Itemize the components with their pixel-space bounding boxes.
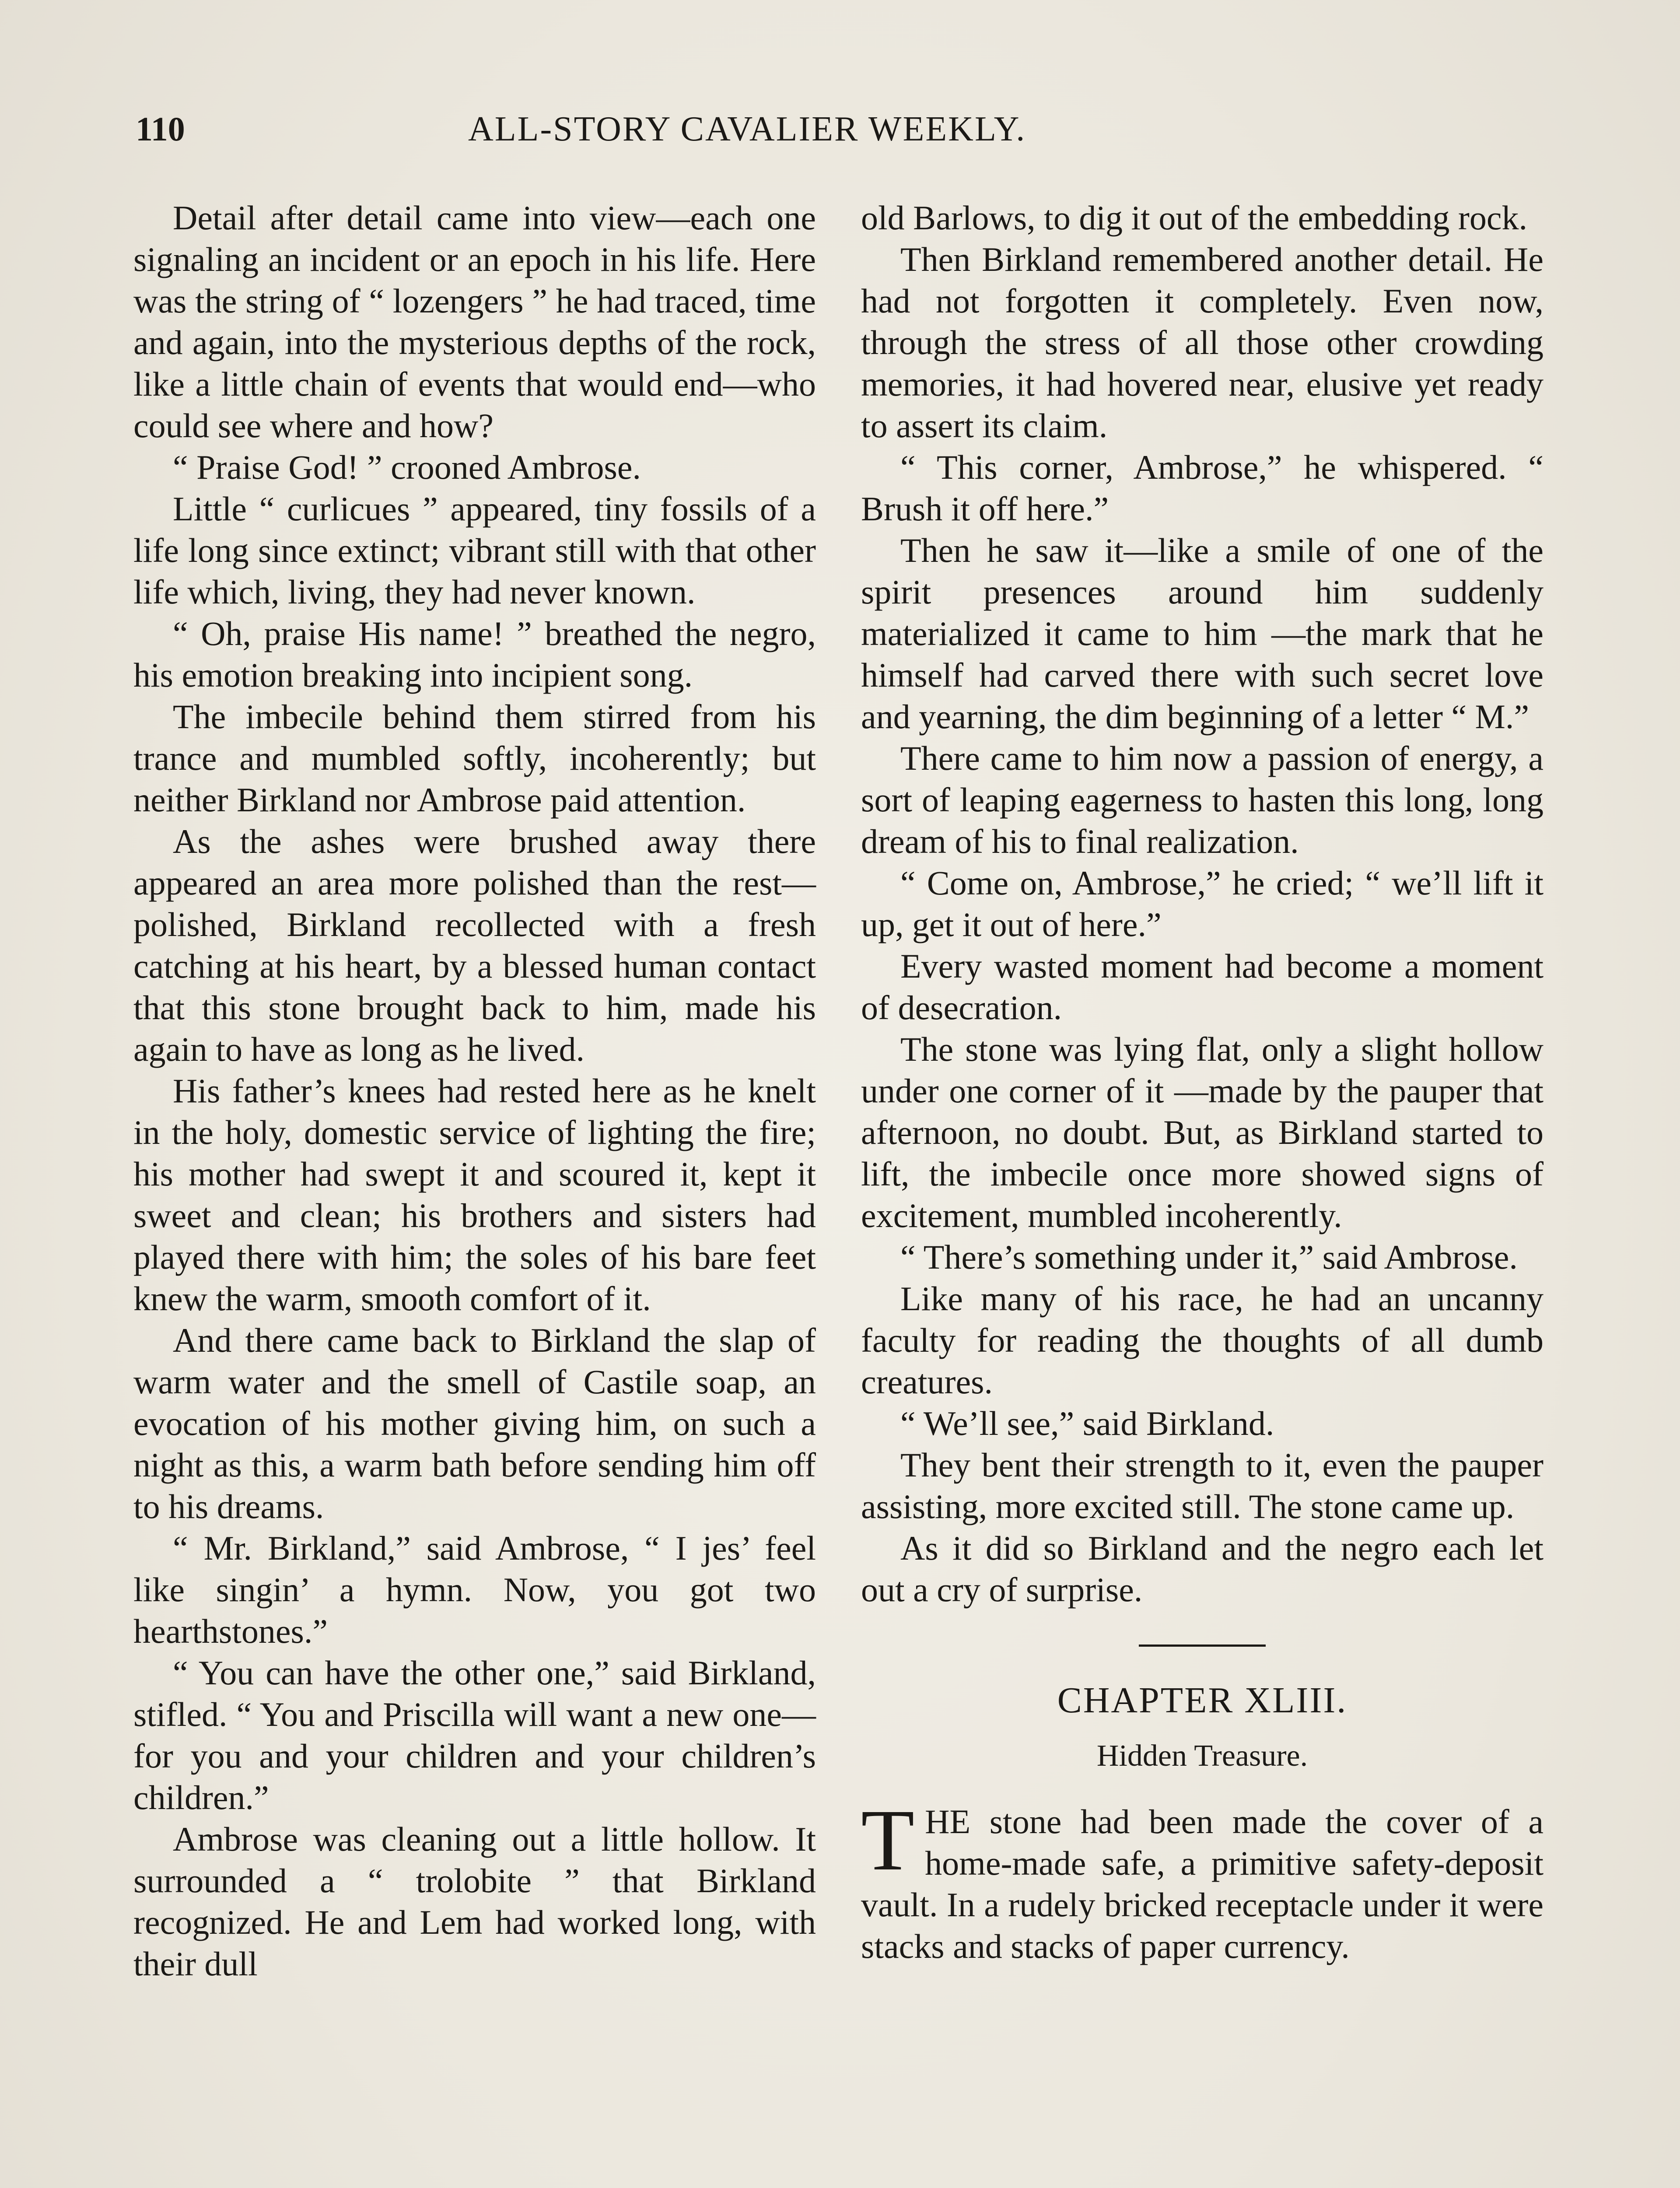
paragraph: Every wasted moment had become a moment of desecration. [861, 947, 1544, 1027]
page-number: 110 [136, 110, 185, 148]
paragraph: “ Oh, praise His name! ” breathed the negro, his emotion breaking into incipient song. [133, 614, 816, 694]
chapter-subtitle: Hidden Treasure. [1096, 1739, 1308, 1773]
paragraph: Like many of his race, he had an uncanny faculty for reading the thoughts of all dumb creatures. [861, 1280, 1544, 1401]
paragraph: Then Birkland remembered another detail. He had not forgotten it completely. Even now, through the stress of all those other crowding memories, it had hovered near, elusive yet ready to assert its claim. [861, 240, 1544, 445]
paragraph: Detail after detail came into view—each one signaling an incident or an epoch in his life. Here was the string of “ lozengers ” he had traced, time and again, into the mysterious depths of the rock, like a little chain of events that would end—who could see where and how? [133, 199, 816, 445]
paragraph: “ This corner, Ambrose,” he whispered. “ Brush it off here.” [861, 448, 1544, 528]
paragraph: Then he saw it—like a smile of one of the spirit presences around him suddenly materialized it came to him —the mark that he himself had carved there with such secret love and yearning, the dim beginning of a letter “ M.” [861, 531, 1544, 736]
paragraph: Ambrose was cleaning out a little hollow. It surrounded a “ trolobite ” that Birkland recognized. He and Lem had worked long, with their dull [133, 1820, 816, 1983]
paragraph: His father’s knees had rested here as he knelt in the holy, domestic service of lighting the fire; his mother had swept it and scoured it, kept it sweet and clean; his brothers and sisters had played there with him; the soles of his bare feet knew the warm, smooth comfort of it. [133, 1072, 816, 1318]
paragraph: “ You can have the other one,” said Birkland, stifled. “ You and Priscilla will want a new one—for you and your children and your children’s children.” [133, 1654, 816, 1816]
paragraph: There came to him now a passion of energy, a sort of leaping eagerness to hasten this long, long dream of his to final realization. [861, 739, 1544, 860]
paragraph: They bent their strength to it, even the pauper assisting, more excited still. The stone came up. [861, 1446, 1544, 1525]
paragraph: “ Mr. Birkland,” said Ambrose, “ I jes’ feel like singin’ a hymn. Now, you got two hearthstones.” [133, 1529, 816, 1650]
paragraph: “ We’ll see,” said Birkland. [900, 1404, 1274, 1442]
paragraph: The stone was lying flat, only a slight hollow under one corner of it —made by the pauper that afternoon, no doubt. But, as Birkland started to lift, the imbecile once more showed signs of excitement, mumbled incoherently. [861, 1030, 1544, 1234]
running-head: ALL-STORY CAVALIER WEEKLY. [468, 110, 1026, 148]
right-column [861, 197, 1544, 1967]
paragraph: Little “ curlicues ” appeared, tiny fossils of a life long since extinct; vibrant still with that other life which, living, they had never known. [133, 490, 816, 611]
paragraph: The imbecile behind them stirred from his trance and mumbled softly, incoherently; but neither Birkland nor Ambrose paid attention. [133, 698, 816, 819]
left-column [133, 197, 816, 1985]
paragraph: As the ashes were brushed away there appeared an area more polished than the rest—polished, Birkland recollected with a fresh catching at his heart, by a blessed human contact that this stone brought back to him, made his again to have as long as he lived. [133, 822, 816, 1068]
chapter-opening-text: HE stone had been made the cover of a home-made safe, a primitive safety-deposit vault. In a rudely bricked receptacle under it were stacks and stacks of paper currency. [861, 1802, 1544, 1965]
page-header [131, 109, 1549, 162]
paragraph: “ There’s something under it,” said Ambrose. [900, 1238, 1518, 1276]
paragraph: And there came back to Birkland the slap of warm water and the smell of Castile soap, an evocation of his mother giving him, on such a night as this, a warm bath before sending him off to his dreams. [133, 1321, 816, 1525]
paragraph: “ Come on, Ambrose,” he cried; “ we’ll lift it up, get it out of here.” [861, 864, 1544, 943]
chapter-heading: CHAPTER XLIII. [1057, 1680, 1348, 1721]
chapter-opening-paragraph [861, 1792, 1544, 1967]
section-divider [1139, 1645, 1266, 1647]
paragraph-continued: old Barlows, to dig it out of the embedding rock. [861, 199, 1527, 237]
drop-cap: T [861, 1792, 915, 1889]
paragraph: As it did so Birkland and the negro each let out a cry of surprise. [861, 1529, 1544, 1609]
paragraph: “ Praise God! ” crooned Ambrose. [173, 448, 641, 486]
